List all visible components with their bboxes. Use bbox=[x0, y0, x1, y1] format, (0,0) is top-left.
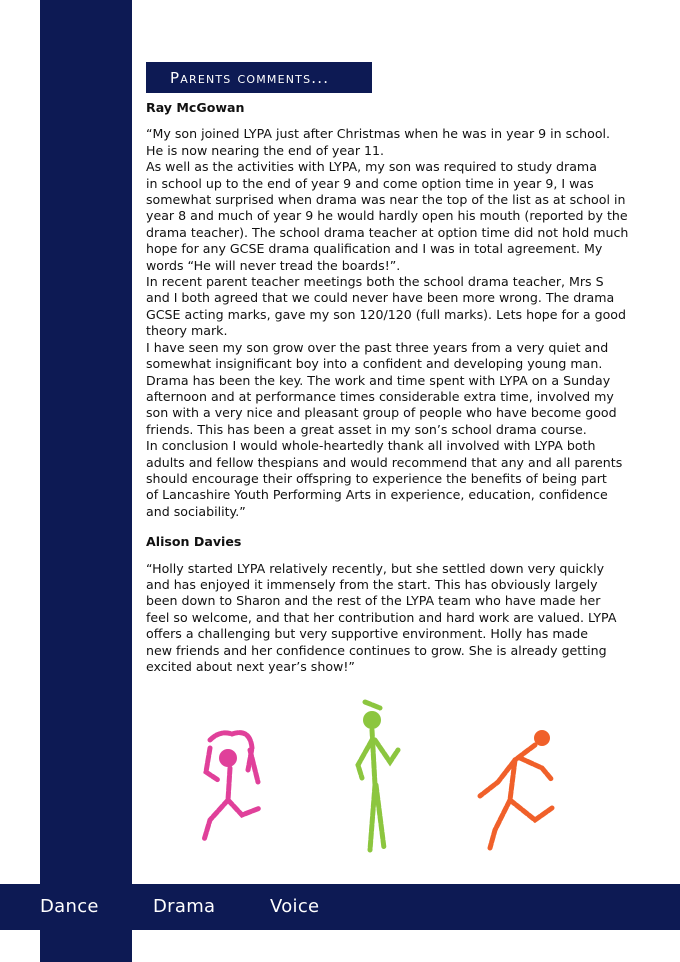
testimonial-author: Alison Davies bbox=[146, 534, 242, 550]
footer-band bbox=[0, 884, 680, 930]
footer-nav-dance[interactable]: Dance bbox=[40, 896, 99, 917]
performer-figures bbox=[180, 690, 580, 860]
footer-nav-drama[interactable]: Drama bbox=[153, 896, 216, 917]
left-sidebar-bar bbox=[40, 0, 132, 962]
testimonial-author: Ray McGowan bbox=[146, 100, 245, 115]
testimonial-text: “My son joined LYPA just after Christmas when he was in year 9 in school. He is now nearing the end of year 11. As well as the activities with LYPA, my son was required to study drama in school up to the end of year 9 and come option time in year 9, I was somewhat surprised when drama was near the top of the list as at school in year 8 and much of year 9 he would hardly open his mouth (reported by the drama teacher). The school drama teacher at option time did not hold much hope for any GCSE drama qualification and I was in total agreement. My words “He will never tread the boards!”. In recent parent teacher meetings both the school drama teacher, Mrs S and I both agreed that we could never have been more wrong. The drama GCSE acting marks, gave my son 120/120 (full marks). Lets hope for a good theory mark. I have seen my son grow over the past three years from a very quiet and somewhat insignificant boy into a confident and developing young man. Drama has been the key. The work and time spent with LYPA on a Sunday afternoon and at performance times considerable extra time, involved my son with a very nice and pleasant group of people who have become good friends. This has been a great asset in my son’s school drama course. In conclusion I would whole-heartedly thank all involved with LYPA both adults and fellow thespians and would recommend that any and all parents should encourage their offspring to experience the benefits of being part of Lancashire Youth Performing Arts in experience, education, confidence and sociability.” bbox=[146, 126, 629, 519]
testimonial-text: “Holly started LYPA relatively recently, but she settled down very quickly and has enjoyed it immensely from the start. This has obviously largely been down to Sharon and the rest of the LYPA team who have made her feel so welcome, and that her contribution and hard work are valued. LYPA offers a challenging but very supportive environment. Holly has made new friends and her confidence continues to grow. She is already getting excited about next year’s show!” bbox=[146, 560, 617, 674]
runner-figure-icon bbox=[480, 730, 552, 848]
actor-figure-icon bbox=[358, 702, 398, 850]
testimonials bbox=[146, 100, 636, 675]
footer-nav-voice[interactable]: Voice bbox=[270, 896, 320, 917]
dancer-figure-icon bbox=[204, 733, 260, 840]
page-heading: Parents comments... bbox=[146, 62, 372, 93]
